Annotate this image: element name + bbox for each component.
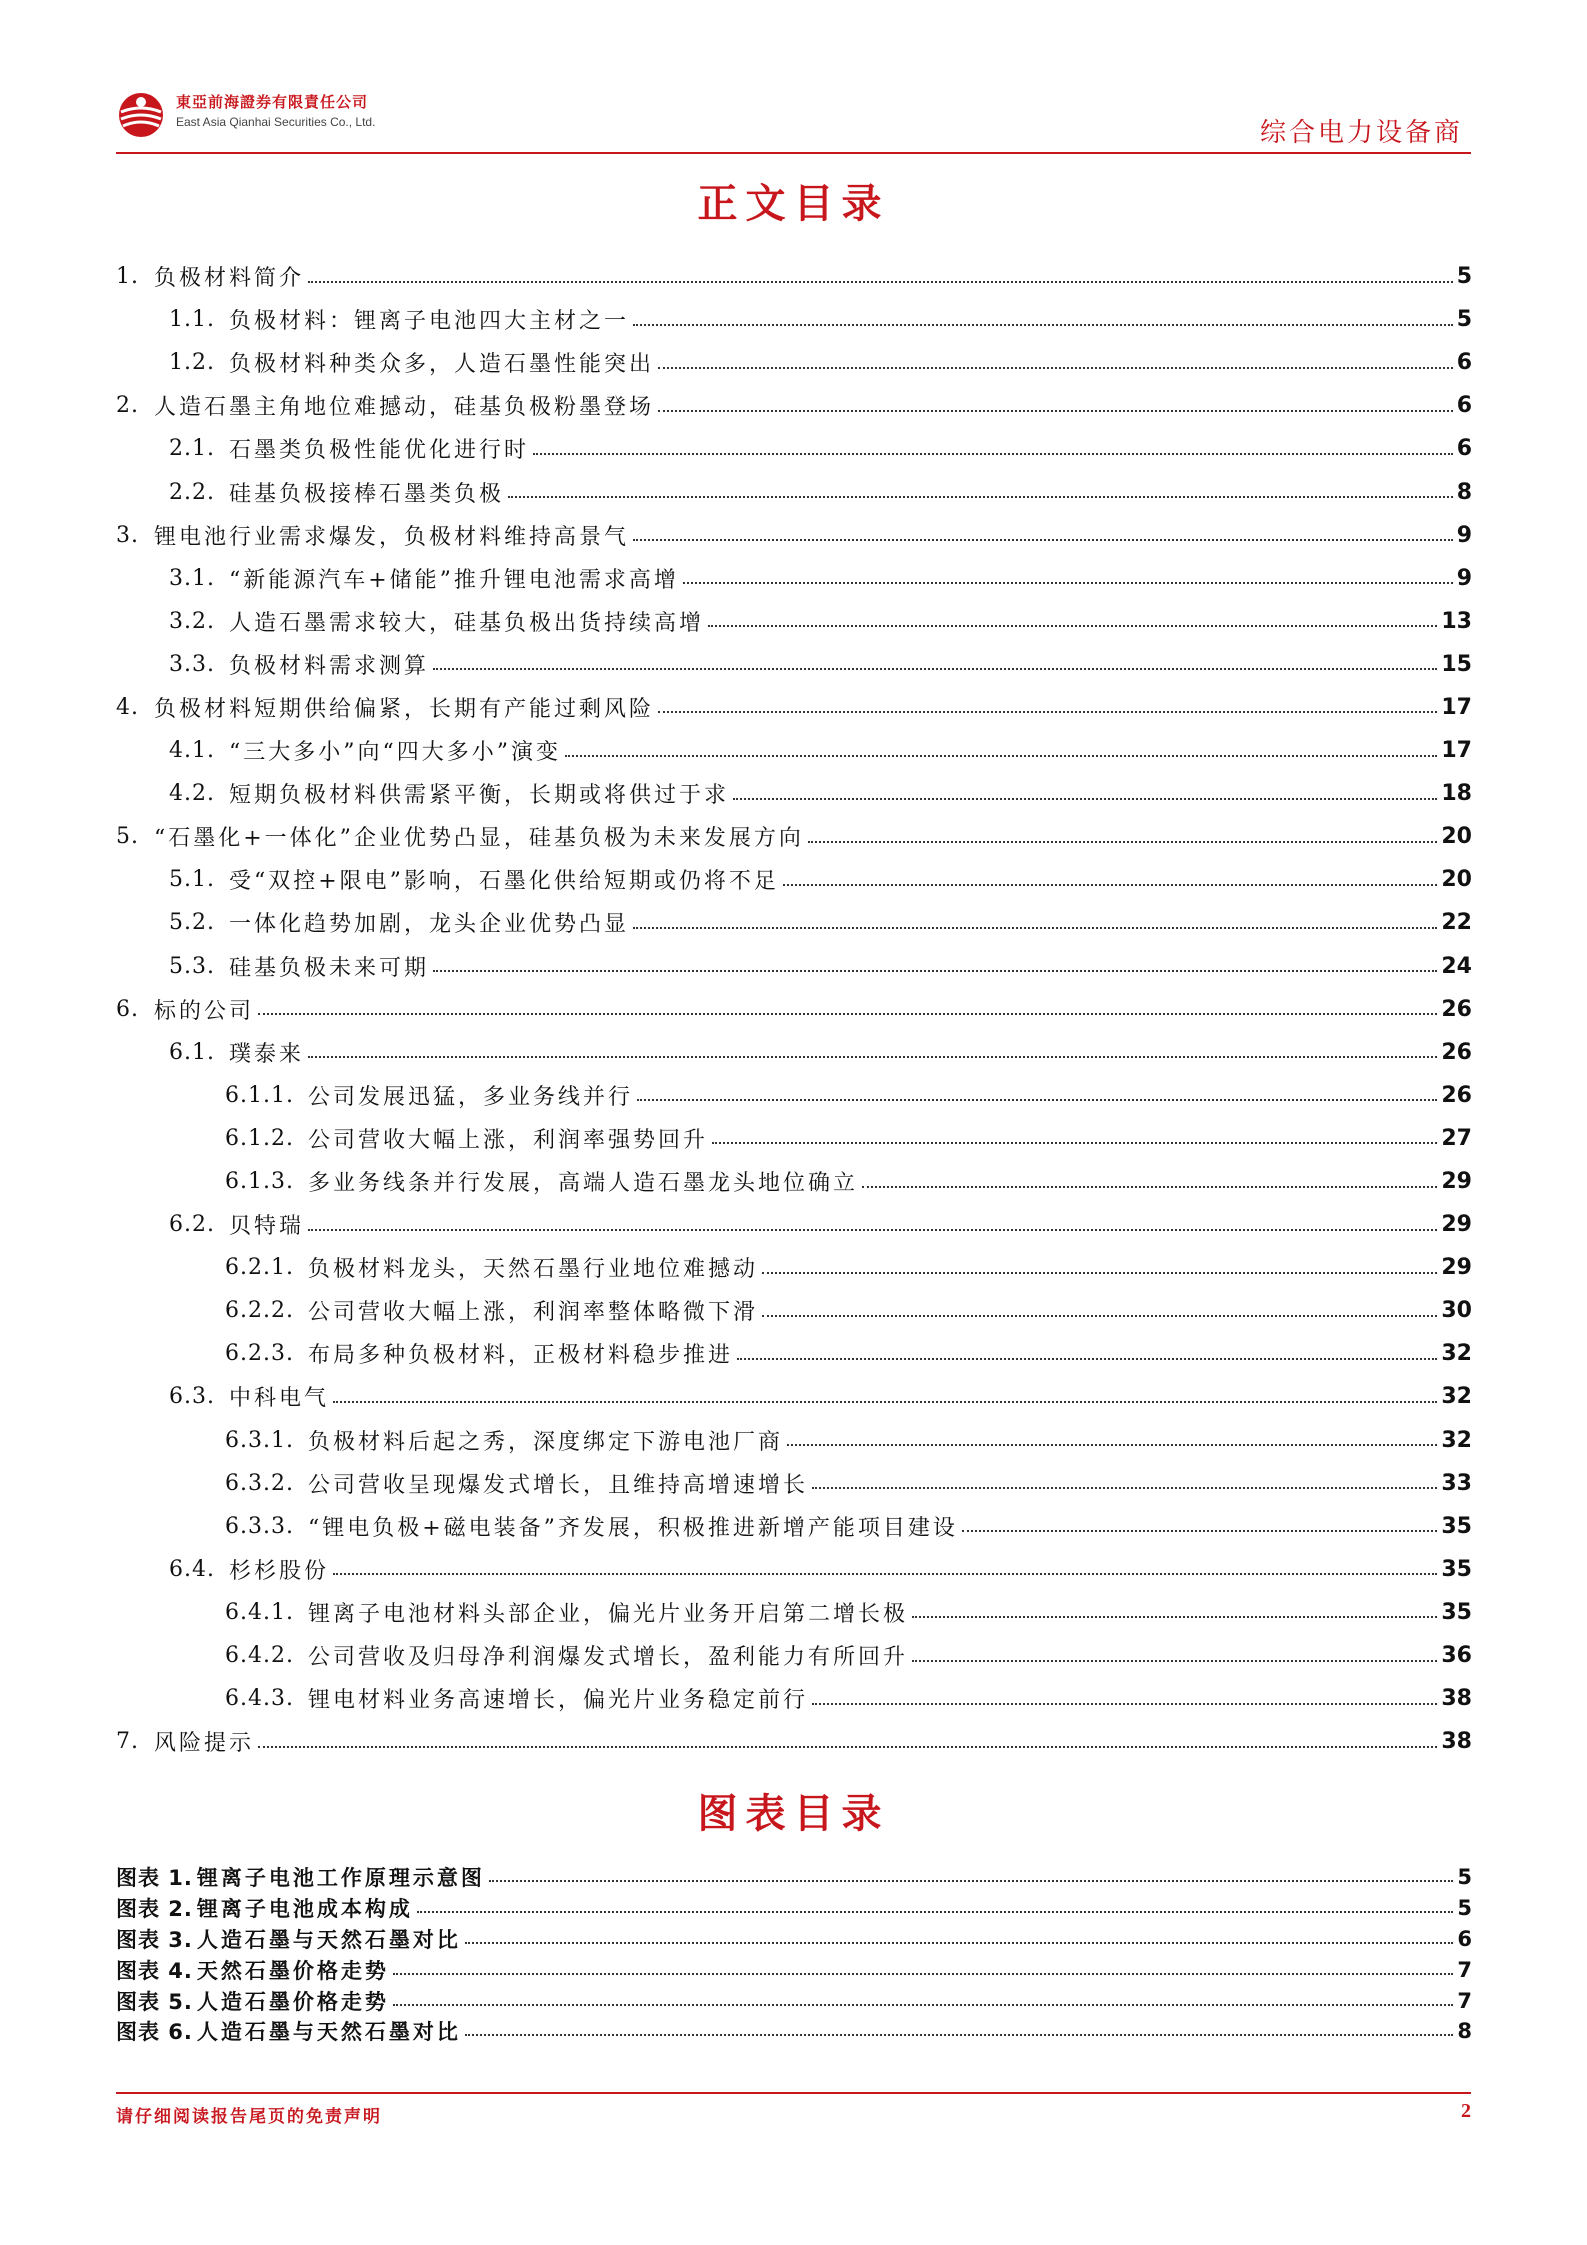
toc-entry-number: 5. [116,824,139,850]
toc-entry-title: 人造石墨主角地位难撼动，硅基负极粉墨登场 [154,395,655,421]
toc-entry[interactable] [116,1074,1472,1117]
toc-entry[interactable] [116,298,1472,341]
company-logo-icon [116,90,166,140]
toc-entry-page: 24 [1441,953,1472,979]
toc-dot-leader [812,1487,1437,1489]
toc-entry-number: 6.4.2. [225,1643,294,1669]
toc-entry[interactable] [116,557,1472,600]
toc-dot-leader [333,1573,1437,1575]
toc-entry-page: 38 [1441,1729,1472,1755]
figure-entry-label: 图表 1. [116,1866,193,1891]
toc-entry-number: 6.2. [169,1212,215,1238]
toc-entry[interactable] [116,470,1472,513]
toc-entry-number: 4.2. [169,781,215,807]
toc-dot-leader [812,1703,1437,1705]
toc-entry-page: 35 [1441,1556,1472,1582]
toc-entry-title: “锂电负极+磁电装备”齐发展，积极推进新增产能项目建设 [307,1515,958,1541]
toc-entry-page: 29 [1441,1255,1472,1281]
figure-entry-label: 图表 2. [116,1897,193,1922]
toc-entry-title: 负极材料后起之秀，深度绑定下游电池厂商 [307,1429,783,1455]
toc-list [116,255,1472,1763]
toc-entry-number: 1.1. [169,307,215,333]
toc-entry-number: 6.1.3. [225,1169,294,1195]
toc-dot-leader [508,496,1453,498]
toc-entry-number: 6.2.1. [225,1255,294,1281]
figure-entry-label: 图表 6. [116,2020,193,2045]
toc-entry-title: 负极材料需求测算 [228,653,429,679]
header-divider [116,152,1471,154]
toc-entry-title: 布局多种负极材料，正极材料稳步推进 [307,1343,733,1369]
toc-entry-page: 26 [1441,996,1472,1022]
toc-entry-title: 受“双控+限电”影响，石墨化供给短期或仍将不足 [228,869,779,895]
toc-entry-number: 4.1. [169,738,215,764]
toc-entry-title: 负极材料：锂离子电池四大主材之一 [228,309,629,335]
toc-entry-number: 6.1.2. [225,1125,294,1151]
toc-entry-page: 5 [1456,307,1472,333]
toc-entry-number: 5.2. [169,910,215,936]
toc-entry-page: 20 [1441,824,1472,850]
figure-entry-title: 人造石墨价格走势 [196,1988,389,2014]
toc-entry[interactable] [116,729,1472,772]
toc-entry-title: 公司营收呈现爆发式增长，且维持高增速增长 [307,1472,808,1498]
report-category: 综合电力设备商 [1259,118,1463,148]
toc-entry-page: 32 [1441,1427,1472,1453]
toc-entry-page: 6 [1456,436,1472,462]
company-name-cn: 東亞前海證券有限責任公司 [176,93,369,111]
toc-entry-title: 璞泰来 [228,1041,304,1067]
figure-dot-leader [489,1880,1453,1882]
toc-entry-number: 6.4.1. [225,1599,294,1625]
toc-dot-leader [762,1272,1437,1274]
toc-entry-title: 短期负极材料供需紧平衡，长期或将供过于求 [228,783,729,809]
toc-dot-leader [683,582,1453,584]
toc-entry-number: 6.4.3. [225,1686,294,1712]
toc-dot-leader [658,711,1437,713]
toc-entry-number: 6.3.3. [225,1513,294,1539]
toc-dot-leader [633,539,1453,541]
toc-entry-number: 2. [116,393,139,419]
toc-entry-page: 32 [1441,1384,1472,1410]
toc-entry-title: “新能源汽车+储能”推升锂电池需求高增 [228,567,679,593]
toc-entry-title: 硅基负极未来可期 [228,955,429,981]
toc-dot-leader [733,798,1437,800]
toc-entry[interactable] [116,341,1472,384]
toc-entry-page: 13 [1441,608,1472,634]
toc-entry-page: 26 [1441,1082,1472,1108]
toc-entry-page: 35 [1441,1513,1472,1539]
figure-entry[interactable] [116,1893,1472,1924]
toc-entry-number: 3.3. [169,651,215,677]
figure-dot-leader [465,1942,1453,1944]
toc-entry-number: 6.4. [169,1556,215,1582]
figure-list [116,1862,1472,2047]
toc-entry-number: 6.3.1. [225,1427,294,1453]
toc-dot-leader [658,410,1453,412]
toc-entry-page: 18 [1441,781,1472,807]
toc-entry-number: 2.1. [169,436,215,462]
toc-entry-title: 人造石墨需求较大，硅基负极出货持续高增 [228,610,704,636]
toc-dot-leader [333,1401,1437,1403]
company-name [176,92,375,130]
toc-entry-title: 锂离子电池材料头部企业，偏光片业务开启第二增长极 [307,1601,908,1627]
toc-entry-page: 5 [1456,264,1472,290]
toc-entry-page: 32 [1441,1341,1472,1367]
page-header [116,88,1471,150]
toc-entry[interactable] [116,815,1472,858]
toc-entry-number: 2.2. [169,479,215,505]
toc-entry[interactable] [116,600,1472,643]
toc-entry[interactable] [116,1419,1472,1462]
toc-entry[interactable] [116,1462,1472,1505]
toc-entry-page: 6 [1456,350,1472,376]
figure-entry[interactable] [116,1924,1472,1955]
toc-entry-title: 杉杉股份 [228,1558,329,1584]
toc-entry[interactable] [116,772,1472,815]
toc-entry[interactable] [116,1677,1472,1720]
figure-entry-page: 5 [1457,1865,1472,1890]
toc-entry-title: 锂电池行业需求爆发，负极材料维持高景气 [154,524,630,550]
figure-dot-leader [393,1973,1453,1975]
figure-dot-leader [417,1911,1453,1913]
toc-entry[interactable] [116,945,1472,988]
toc-dot-leader [308,1229,1437,1231]
toc-entry-number: 6.2.3. [225,1341,294,1367]
toc-entry-title: “石墨化+一体化”企业优势凸显，硅基负极为未来发展方向 [154,826,804,852]
toc-entry[interactable] [116,1591,1472,1634]
toc-entry[interactable] [116,1203,1472,1246]
toc-entry[interactable] [116,1634,1472,1677]
figure-entry[interactable] [116,2016,1472,2047]
toc-entry-page: 9 [1456,522,1472,548]
figure-entry-page: 5 [1457,1896,1472,1921]
toc-entry-number: 3.1. [169,565,215,591]
company-name-en: East Asia Qianhai Securities Co., Ltd. [176,115,376,129]
toc-entry-page: 15 [1441,651,1472,677]
toc-entry-number: 6.1. [169,1039,215,1065]
toc-entry-title: 负极材料短期供给偏紧，长期有产能过剩风险 [154,696,655,722]
toc-entry-page: 35 [1441,1599,1472,1625]
toc-entry-page: 36 [1441,1643,1472,1669]
toc-dot-leader [633,927,1437,929]
toc-entry-title: 石墨类负极性能优化进行时 [228,438,529,464]
toc-entry-title: “三大多小”向“四大多小”演变 [228,740,561,766]
toc-entry-number: 1. [116,264,139,290]
toc-entry-page: 20 [1441,867,1472,893]
toc-dot-leader [762,1315,1437,1317]
toc-entry-number: 3.2. [169,608,215,634]
toc-entry-title: 公司发展迅猛，多业务线并行 [307,1084,633,1110]
figure-entry-title: 锂离子电池工作原理示意图 [196,1865,485,1891]
toc-entry-page: 29 [1441,1169,1472,1195]
figure-entry-page: 7 [1457,1957,1472,1982]
toc-entry[interactable] [116,901,1472,944]
toc-entry-number: 3. [116,522,139,548]
toc-dot-leader [258,1013,1437,1015]
toc-entry[interactable] [116,1160,1472,1203]
page-number: 2 [1461,2100,1471,2122]
figure-dot-leader [465,2034,1453,2036]
toc-entry[interactable] [116,686,1472,729]
toc-dot-leader [308,1056,1437,1058]
toc-entry-number: 6.3. [169,1384,215,1410]
toc-entry[interactable] [116,1375,1472,1418]
toc-dot-leader [808,841,1437,843]
toc-entry[interactable] [116,1332,1472,1375]
toc-dot-leader [658,367,1453,369]
toc-entry[interactable] [116,1720,1472,1763]
toc-entry[interactable] [116,1289,1472,1332]
toc-entry-title: 负极材料简介 [154,266,305,292]
toc-entry[interactable] [116,1548,1472,1591]
toc-dot-leader [633,324,1453,326]
toc-dot-leader [962,1530,1437,1532]
toc-dot-leader [787,1444,1437,1446]
toc-entry-page: 38 [1441,1686,1472,1712]
toc-entry[interactable] [116,988,1472,1031]
figure-entry-title: 人造石墨与天然石墨对比 [196,2019,461,2045]
toc-entry-number: 5.1. [169,867,215,893]
toc-entry-title: 风险提示 [154,1731,255,1757]
figure-entry-title: 天然石墨价格走势 [196,1957,389,1983]
toc-dot-leader [783,884,1437,886]
toc-entry-number: 6.1.1. [225,1082,294,1108]
toc-entry-number: 5.3. [169,953,215,979]
toc-entry-number: 7. [116,1729,139,1755]
toc-entry-title: 公司营收大幅上涨，利润率强势回升 [307,1127,708,1153]
toc-entry[interactable] [116,1031,1472,1074]
toc-entry-title: 公司营收大幅上涨，利润率整体略微下滑 [307,1300,758,1326]
toc-entry-title: 多业务线条并行发展，高端人造石墨龙头地位确立 [307,1171,858,1197]
toc-entry[interactable] [116,427,1472,470]
footer-divider [116,2092,1471,2094]
figure-entry-title: 人造石墨与天然石墨对比 [196,1926,461,1952]
toc-dot-leader [308,281,1453,283]
toc-entry-title: 负极材料龙头，天然石墨行业地位难撼动 [307,1257,758,1283]
figure-entry[interactable] [116,1954,1472,1985]
toc-entry-page: 9 [1456,565,1472,591]
toc-entry-title: 锂电材料业务高速增长，偏光片业务稳定前行 [307,1688,808,1714]
toc-entry-title: 中科电气 [228,1386,329,1412]
figure-entry-title: 锂离子电池成本构成 [196,1896,413,1922]
toc-entry-title: 贝特瑞 [228,1214,304,1240]
toc-entry-page: 8 [1456,479,1472,505]
figure-list-title: 图表目录 [697,1790,890,1837]
toc-dot-leader [912,1660,1437,1662]
toc-title: 正文目录 [697,180,890,227]
toc-entry-page: 17 [1441,738,1472,764]
figure-entry[interactable] [116,1862,1472,1893]
toc-entry-number: 6. [116,996,139,1022]
toc-entry-number: 6.2.2. [225,1298,294,1324]
toc-dot-leader [433,970,1437,972]
figure-entry-label: 图表 5. [116,1989,193,2014]
toc-entry-number: 6.3.2. [225,1470,294,1496]
toc-dot-leader [737,1358,1437,1360]
figure-entry[interactable] [116,1985,1472,2016]
disclaimer-note: 请仔细阅读报告尾页的免责声明 [116,2107,382,2127]
toc-dot-leader [912,1616,1437,1618]
toc-entry-title: 标的公司 [154,998,255,1024]
toc-entry[interactable] [116,1246,1472,1289]
figure-entry-page: 7 [1457,1988,1472,2013]
figure-dot-leader [393,2004,1453,2006]
toc-entry-number: 1.2. [169,350,215,376]
toc-entry-page: 6 [1456,393,1472,419]
toc-entry-page: 29 [1441,1212,1472,1238]
figure-entry-page: 6 [1457,1926,1472,1951]
toc-entry[interactable] [116,858,1472,901]
toc-entry[interactable] [116,514,1472,557]
toc-dot-leader [565,755,1437,757]
toc-entry[interactable] [116,1117,1472,1160]
toc-dot-leader [637,1099,1437,1101]
toc-entry-page: 27 [1441,1125,1472,1151]
toc-entry-title: 一体化趋势加剧，龙头企业优势凸显 [228,912,629,938]
toc-entry-page: 26 [1441,1039,1472,1065]
toc-dot-leader [258,1746,1437,1748]
toc-dot-leader [533,453,1453,455]
toc-entry-page: 30 [1441,1298,1472,1324]
toc-entry-title: 公司营收及归母净利润爆发式增长，盈利能力有所回升 [307,1645,908,1671]
figure-entry-label: 图表 4. [116,1958,193,1983]
toc-entry-title: 硅基负极接棒石墨类负极 [228,481,504,507]
toc-entry-page: 17 [1441,694,1472,720]
toc-entry[interactable] [116,643,1472,686]
toc-dot-leader [712,1142,1437,1144]
toc-dot-leader [708,625,1437,627]
toc-entry-page: 22 [1441,910,1472,936]
toc-entry-page: 33 [1441,1470,1472,1496]
toc-entry[interactable] [116,255,1472,298]
toc-entry[interactable] [116,384,1472,427]
toc-entry-number: 4. [116,694,139,720]
toc-entry[interactable] [116,1505,1472,1548]
toc-dot-leader [862,1186,1437,1188]
toc-entry-title: 负极材料种类众多，人造石墨性能突出 [228,352,654,378]
figure-entry-page: 8 [1457,2019,1472,2044]
toc-dot-leader [433,668,1437,670]
figure-entry-label: 图表 3. [116,1927,193,1952]
